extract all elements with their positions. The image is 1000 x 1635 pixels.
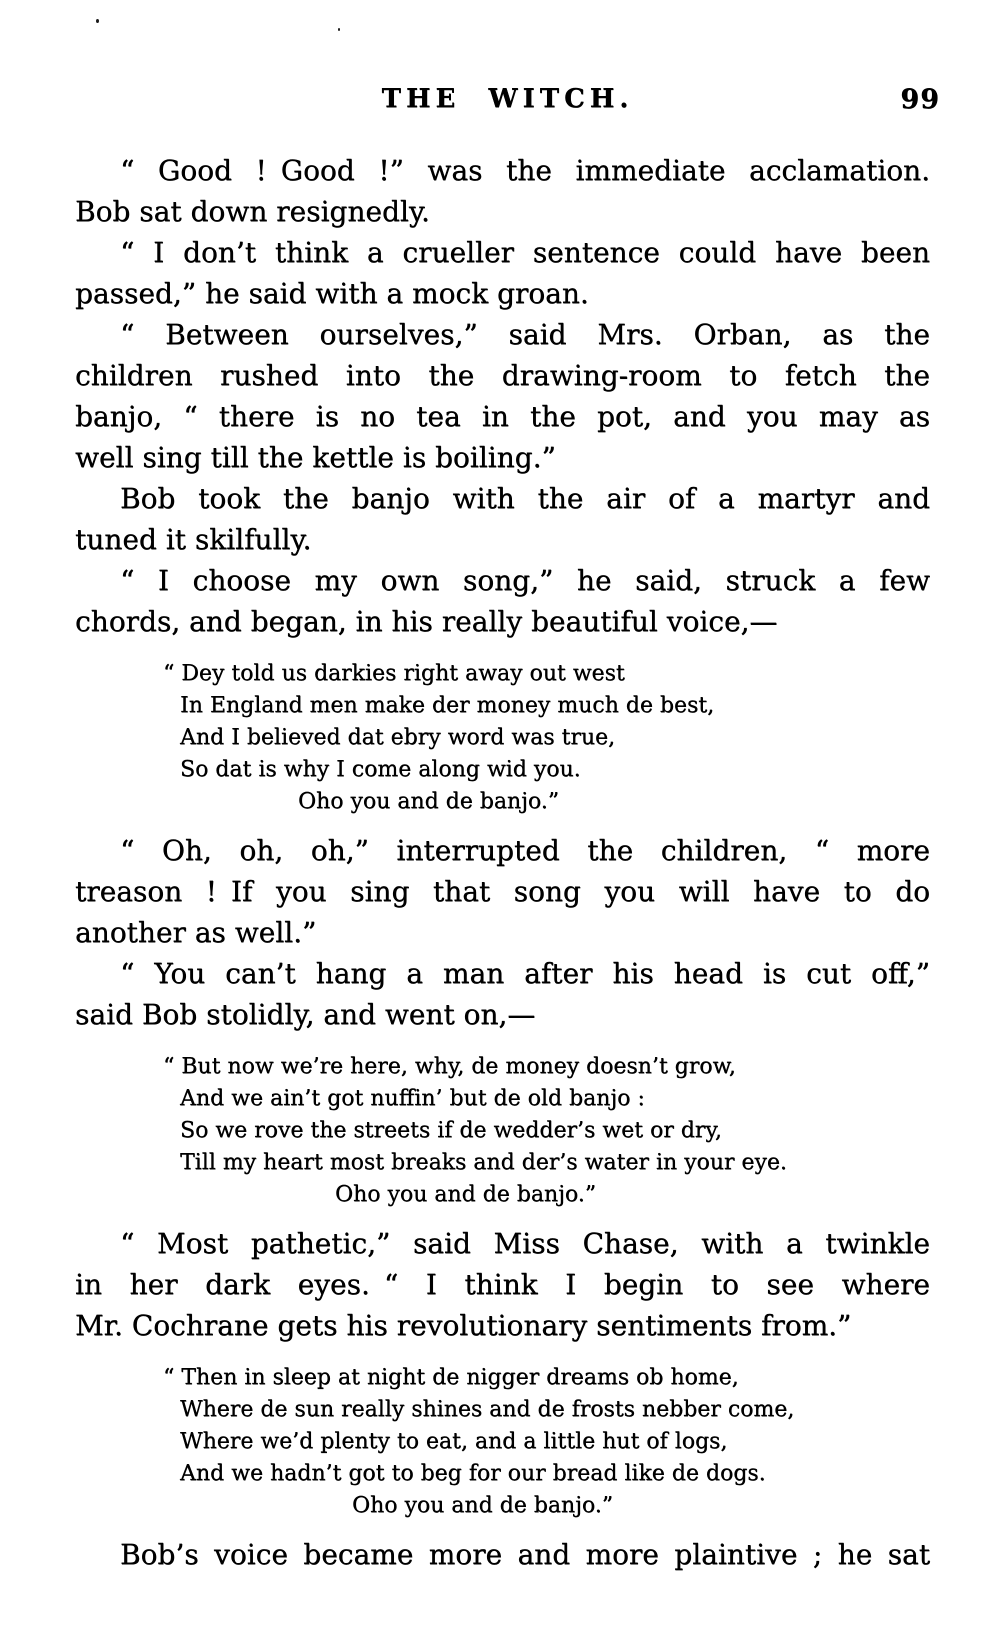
verse-line: So we rove the streets if de wedder’s wet or dry, <box>180 1118 722 1143</box>
text-line: “ Most pathetic,” said Miss Chase, with a twinkle <box>120 1227 930 1260</box>
verse-line: “ Dey told us darkies right away out west <box>163 661 625 686</box>
page-number: 99 <box>900 84 940 115</box>
text-line: said Bob stolidly, and went on,— <box>75 998 536 1031</box>
verse-line: “ But now we’re here, why, de money doesn’t grow, <box>163 1054 736 1079</box>
text-block <box>75 150 930 1575</box>
verse-line: And we hadn’t got to beg for our bread like de dogs. <box>180 1461 766 1486</box>
paragraph <box>75 150 930 232</box>
scan-speck <box>96 19 99 23</box>
verse-line: Where we’d plenty to eat, and a little hut of logs, <box>180 1429 728 1454</box>
verse-line: “ Then in sleep at night de nigger dreams ob home, <box>163 1365 739 1390</box>
text-line: chords, and began, in his really beautiful voice,— <box>75 605 778 638</box>
paragraph <box>75 830 930 953</box>
text-line: Bob took the banjo with the air of a martyr and <box>120 482 930 515</box>
text-line: “ I don’t think a crueller sentence could have been <box>120 236 930 269</box>
chorus-line: Oho you and de banjo.” <box>352 1493 614 1518</box>
paragraph <box>75 1534 930 1575</box>
verse-stanza <box>163 1051 930 1211</box>
text-line: passed,” he said with a mock groan. <box>75 277 589 310</box>
verse-stanza <box>163 1362 930 1522</box>
paragraph <box>75 953 930 1035</box>
text-line: well sing till the kettle is boiling.” <box>75 441 556 474</box>
verse-line: Till my heart most breaks and der’s water in your eye. <box>180 1150 787 1175</box>
verse-line: And we ain’t got nuffin’ but de old banjo : <box>180 1086 645 1111</box>
chorus-line: Oho you and de banjo.” <box>335 1182 597 1207</box>
verse-stanza <box>163 658 930 818</box>
verse-line: In England men make der money much de best, <box>180 693 715 718</box>
verse-line: And I believed dat ebry word was true, <box>180 725 616 750</box>
text-line: “ Oh, oh, oh,” interrupted the children, “ more <box>120 834 930 867</box>
text-line: tuned it skilfully. <box>75 523 312 556</box>
text-line: Mr. Cochrane gets his revolutionary sentiments from.” <box>75 1309 852 1342</box>
text-line: Bob’s voice became more and more plaintive ; he sat <box>120 1538 930 1571</box>
text-line: “ You can’t hang a man after his head is cut off,” <box>120 957 930 990</box>
paragraph <box>75 314 930 478</box>
text-line: Bob sat down resignedly. <box>75 195 430 228</box>
page-header <box>75 84 940 118</box>
paragraph <box>75 232 930 314</box>
text-line: in her dark eyes. “ I think I begin to see where <box>75 1268 930 1301</box>
paragraph <box>75 478 930 560</box>
text-line: children rushed into the drawing-room to fetch the <box>75 359 930 392</box>
text-line: another as well.” <box>75 916 317 949</box>
text-line: “ I choose my own song,” he said, struck a few <box>120 564 930 597</box>
scan-speck <box>338 28 340 31</box>
paragraph <box>75 1223 930 1346</box>
text-line: banjo, “ there is no tea in the pot, and you may as <box>75 400 930 433</box>
verse-line: So dat is why I come along wid you. <box>180 757 581 782</box>
running-title: THE WITCH. <box>381 84 634 114</box>
chorus-line: Oho you and de banjo.” <box>298 789 560 814</box>
text-line: treason ! If you sing that song you will have to do <box>75 875 930 908</box>
verse-line: Where de sun really shines and de frosts nebber come, <box>180 1397 795 1422</box>
text-line: “ Good ! Good !” was the immediate acclamation. <box>120 154 930 187</box>
paragraph <box>75 560 930 642</box>
text-line: “ Between ourselves,” said Mrs. Orban, as the <box>120 318 930 351</box>
